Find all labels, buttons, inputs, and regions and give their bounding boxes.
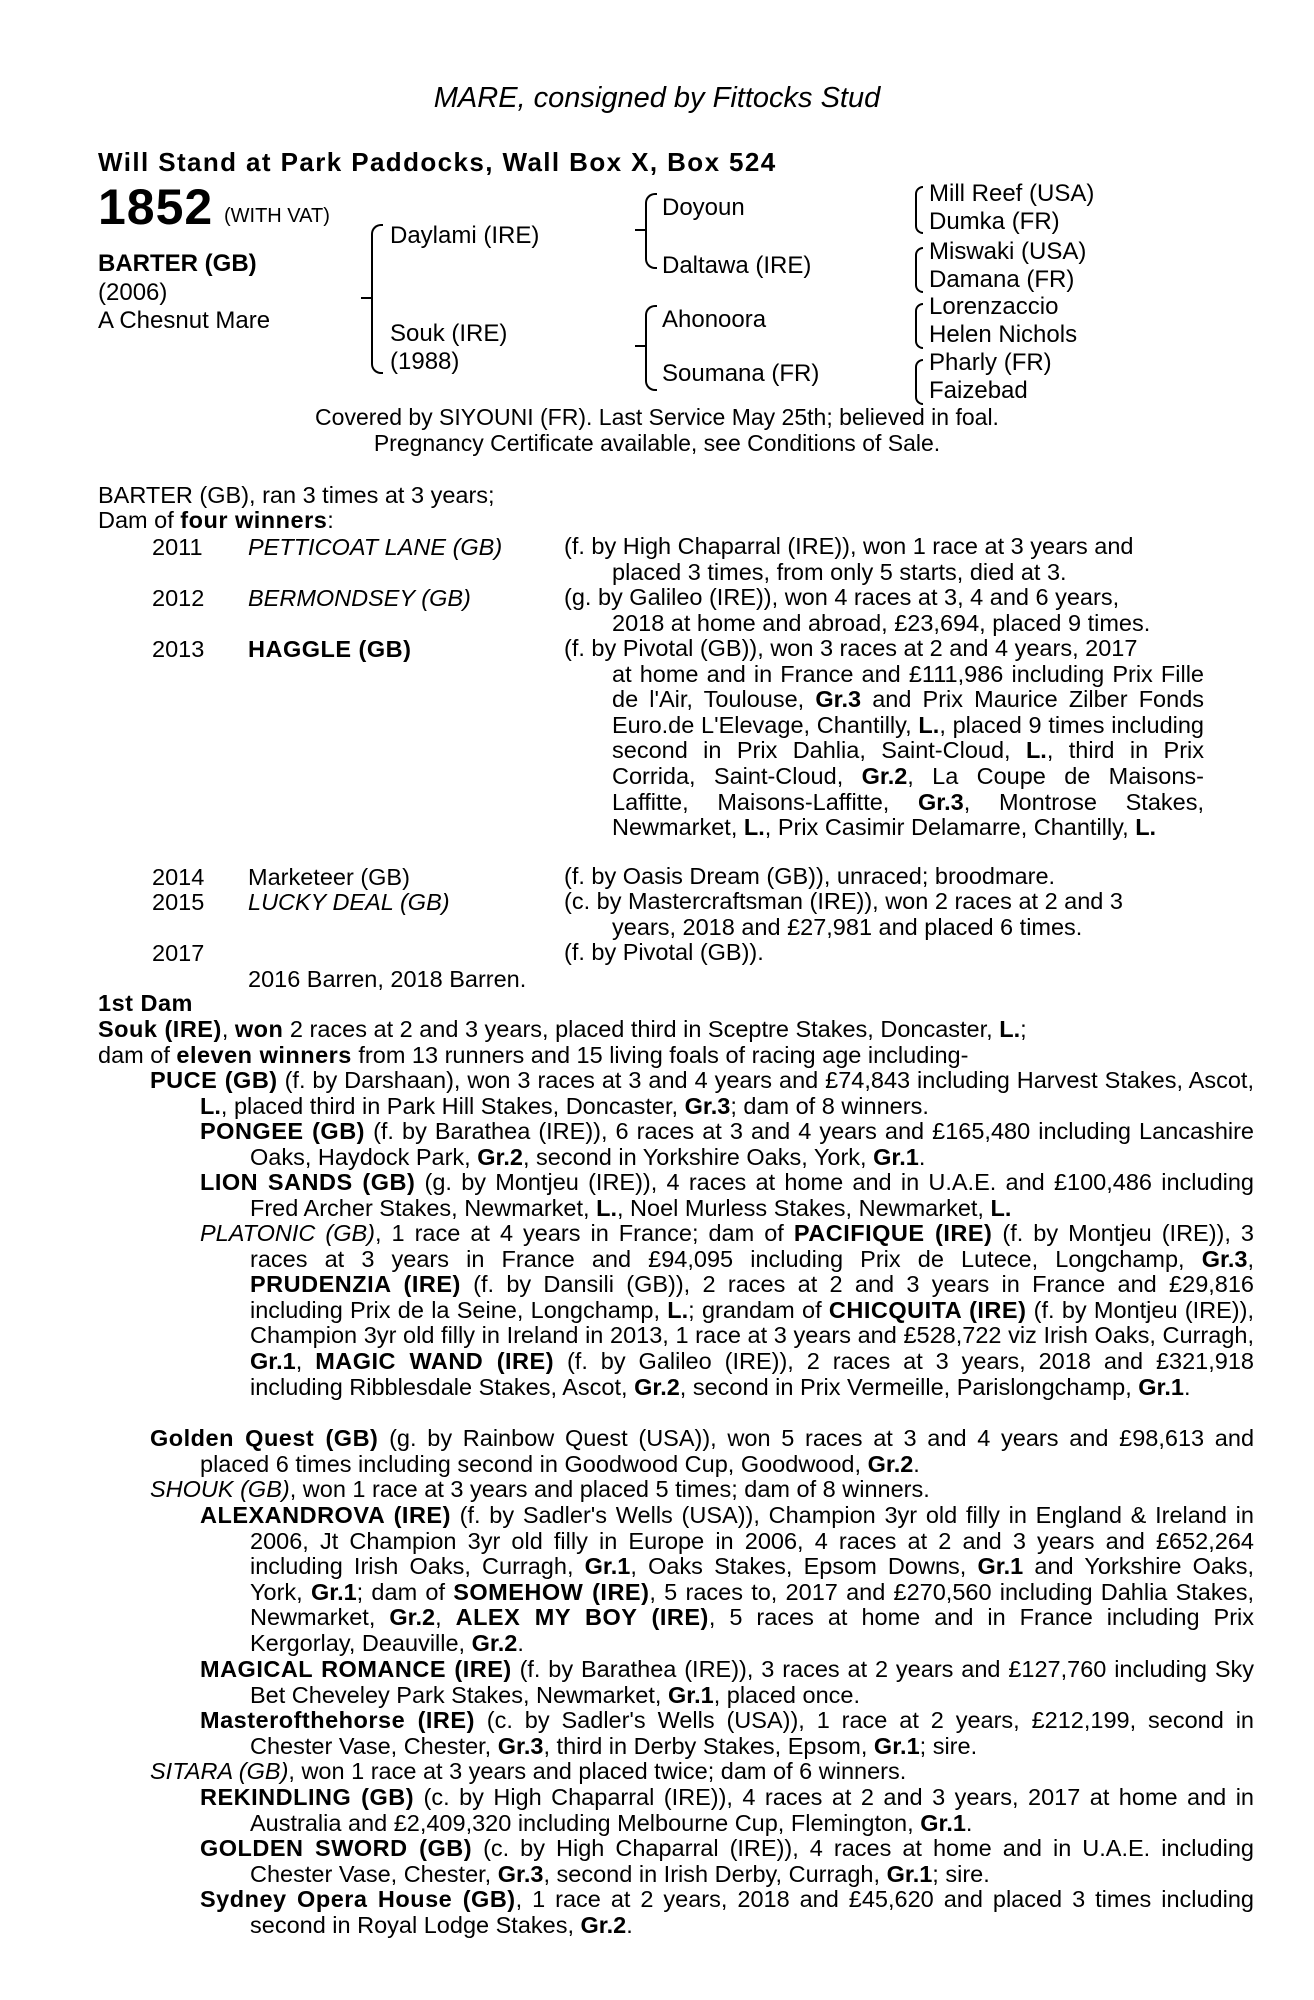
produce-pongee: PONGEE (GB) (f. by Barathea (IRE)), 6 races at 3 and 4 years and £165,480 including Lancashire Oaks, Haydock Park, Gr.2, second in Yorkshire Oaks, York, Gr.1. [200, 1118, 1255, 1170]
pedigree-brace-dam [645, 305, 657, 391]
produce-magical-romance: MAGICAL ROMANCE (IRE) (f. by Barathea (IRE)), 3 races at 2 years and £127,760 including Sky Bet Cheveley Park Stakes, Newmarket, Gr.1, placed once. [200, 1656, 1255, 1708]
produce-golden-sword: GOLDEN SWORD (GB) (c. by High Chaparral (IRE)), 4 races at home and in U.A.E. including Chester Vase, Chester, Gr.3, second in Irish Derby, Curragh, Gr.1; sire. [200, 1835, 1254, 1887]
horse-year: (2006) [98, 279, 168, 306]
produce-year: 2015 [152, 889, 205, 915]
pedigree-gg-7: Pharly (FR) [929, 349, 1052, 376]
pedigree-brace-g4 [915, 359, 923, 405]
produce-year: 2013 [152, 636, 205, 662]
produce-year: 2017 [152, 940, 205, 966]
produce-rekindling: REKINDLING (GB) (c. by High Chaparral (IRE)), 4 races at 2 and 3 years, 2017 at home and in Australia and £2,409,320 including Melbourne Cup, Flemington, Gr.1. [200, 1784, 1254, 1836]
pedigree-brace-tip [361, 297, 371, 299]
pedigree-brace-g3 [915, 303, 923, 349]
horse-name: BARTER (GB) [98, 250, 257, 277]
produce-details: (g. by Galileo (IRE)), won 4 races at 3, 4 and 6 years, 2018 at home and abroad, £23,694, placed 9 times. [564, 584, 1151, 636]
produce-details: (f. by Pivotal (GB)). [564, 939, 764, 965]
pedigree-gg-8: Faizebad [929, 377, 1028, 404]
pedigree-gg-2: Dumka (FR) [929, 208, 1060, 235]
pedigree-brace-g2 [915, 247, 923, 293]
produce-year: 2012 [152, 585, 205, 611]
produce-name: HAGGLE (GB) [248, 636, 412, 662]
pedigree-sire-sire: Doyoun [662, 194, 745, 221]
race-record: BARTER (GB), ran 3 times at 3 years; [98, 482, 495, 508]
pedigree-dam: Souk (IRE) [390, 320, 508, 347]
first-dam-heading: 1st Dam [98, 990, 193, 1016]
pregnancy-line: Pregnancy Certificate available, see Conditions of Sale. [373, 430, 941, 456]
pedigree-gg-4: Damana (FR) [929, 266, 1075, 293]
first-dam-record: Souk (IRE), won 2 races at 2 and 3 years, placed third in Sceptre Stakes, Doncaster, L.; [98, 1016, 1027, 1042]
pedigree-dam-sire: Ahonoora [662, 306, 767, 333]
produce-alexandrova: ALEXANDROVA (IRE) (f. by Sadler's Wells (USA)), Champion 3yr old filly in England & Ireland in 2006, Jt Champion 3yr old filly in Europe in 2006, 4 races at 2 and 3 years and £652,264 including Irish Oaks, Curragh, Gr.1, Oaks Stakes, Epsom Downs, Gr.1 and Yorkshire Oaks, York, Gr.1; dam of SOMEHOW (IRE), 5 races to, 2017 and £270,560 including Dahlia Stakes, Newmarket, Gr.2, ALEX MY BOY (IRE), 5 races at home and in France including Prix Kergorlay, Deauville, Gr.2. [200, 1502, 1254, 1656]
pedigree-gg-6: Helen Nichols [929, 321, 1078, 348]
produce-lion-sands: LION SANDS (GB) (g. by Montjeu (IRE)), 4 races at home and in U.A.E. and £100,486 including Fred Archer Stakes, Newmarket, L., Noel Murless Stakes, Newmarket, L. [200, 1169, 1254, 1221]
stand-location: Will Stand at Park Paddocks, Wall Box X, Box 524 [98, 147, 777, 177]
produce-sitara: SITARA (GB), won 1 race at 3 years and placed twice; dam of 6 winners. [150, 1758, 907, 1784]
produce-platonic: PLATONIC (GB), 1 race at 4 years in France; dam of PACIFIQUE (IRE) (f. by Montjeu (IRE)), 3 races at 3 years in France and £94,095 including Prix de Lutece, Longchamp, Gr.3, PRUDENZIA (IRE) (f. by Dansili (GB)), 2 races at 2 and 3 years in France and £29,816 including Prix de la Seine, Longchamp, L.; grandam of CHICQUITA (IRE) (f. by Montjeu (IRE)), Champion 3yr old filly in Ireland in 2013, 1 race at 3 years and £528,722 viz Irish Oaks, Curragh, Gr.1, MAGIC WAND (IRE) (f. by Galileo (IRE)), 2 races at 3 years, 2018 and £321,918 including Ribblesdale Stakes, Ascot, Gr.2, second in Prix Vermeille, Parislongchamp, Gr.1. [200, 1220, 1254, 1400]
produce-puce: PUCE (GB) (f. by Darshaan), won 3 races at 3 and 4 years and £74,843 including Harvest Stakes, Ascot, L., placed third in Park Hill Stakes, Doncaster, Gr.3; dam of 8 winners. [150, 1067, 1254, 1119]
pedigree-brace-gen1 [371, 224, 383, 374]
produce-name: BERMONDSEY (GB) [248, 585, 471, 611]
pedigree-dam-dam: Soumana (FR) [662, 360, 820, 387]
produce-details: (c. by Mastercraftsman (IRE)), won 2 races at 2 and 3 years, 2018 and £27,981 and placed 6 times. [564, 888, 1123, 940]
vat-note: (WITH VAT) [224, 205, 330, 227]
pedigree-brace-tip [635, 229, 645, 231]
produce-golden-quest: Golden Quest (GB) (g. by Rainbow Quest (USA)), won 5 races at 3 and 4 years and £98,613 and placed 6 times including second in Goodwood Cup, Goodwood, Gr.2. [150, 1425, 1255, 1477]
pedigree-gg-3: Miswaki (USA) [929, 238, 1087, 265]
pedigree-gg-5: Lorenzaccio [929, 293, 1059, 320]
barren-note: 2016 Barren, 2018 Barren. [248, 966, 527, 992]
produce-details: (f. by Oasis Dream (GB)), unraced; broodmare. [564, 863, 1056, 889]
pedigree-brace-g1 [915, 186, 923, 234]
pedigree-gg-1: Mill Reef (USA) [929, 180, 1095, 207]
lot-number: 1852 [98, 179, 214, 235]
produce-details: (f. by High Chaparral (IRE)), won 1 race at 3 years and placed 3 times, from only 5 starts, died at 3. [564, 533, 1134, 585]
produce-sydney-opera-house: Sydney Opera House (GB), 1 race at 2 years, 2018 and £45,620 and placed 3 times including second in Royal Lodge Stakes, Gr.2. [200, 1886, 1254, 1938]
pedigree-brace-sire [645, 193, 657, 269]
produce-details: (f. by Pivotal (GB)), won 3 races at 2 and 4 years, 2017 at home and in France and £111,986 including Prix Fille de l'Air, Toulouse, Gr.3 and Prix Maurice Zilber Fonds Euro.de L'Elevage, Chantilly, L., placed 9 times including second in Prix Dahlia, Saint-Cloud, L., third in Prix Corrida, Saint-Cloud, Gr.2, La Coupe de Maisons-Laffitte, Maisons-Laffitte, Gr.3, Montrose Stakes, Newmarket, L., Prix Casimir Delamarre, Chantilly, L. [564, 635, 1205, 841]
produce-shouk: SHOUK (GB), won 1 race at 3 years and placed 5 times; dam of 8 winners. [150, 1476, 930, 1502]
produce-year: 2011 [152, 534, 203, 560]
dam-of-line: Dam of four winners: [98, 507, 334, 533]
pedigree-sire-dam: Daltawa (IRE) [662, 252, 812, 279]
produce-name: PETTICOAT LANE (GB) [248, 534, 503, 560]
first-dam-produce-summary: dam of eleven winners from 13 runners and 15 living foals of racing age including- [98, 1042, 969, 1068]
produce-masterofthehorse: Masterofthehorse (IRE) (c. by Sadler's Wells (USA)), 1 race at 2 years, £212,199, second in Chester Vase, Chester, Gr.3, third in Derby Stakes, Epsom, Gr.1; sire. [200, 1707, 1254, 1759]
covered-line: Covered by SIYOUNI (FR). Last Service May 25th; believed in foal. [315, 404, 999, 430]
pedigree-dam-year: (1988) [390, 348, 460, 375]
produce-name: LUCKY DEAL (GB) [248, 889, 450, 915]
page-title: MARE, consigned by Fittocks Stud [433, 82, 881, 114]
pedigree-brace-tip [635, 345, 645, 347]
pedigree-sire: Daylami (IRE) [390, 222, 540, 249]
haggle-record: at home and in France and £111,986 including Prix Fille de l'Air, Toulouse, Gr.3 and Prix Maurice Zilber Fonds Euro.de L'Elevage, Chantilly, L., placed 9 times including second in Prix Dahlia, Saint-Cloud, L., third in Prix Corrida, Saint-Cloud, Gr.2, La Coupe de Maisons-Laffitte, Maisons-Laffitte, Gr.3, Montrose Stakes, Newmarket, L., Prix Casimir Delamarre, Chantilly, L. [612, 660, 1205, 841]
horse-description: A Chesnut Mare [98, 307, 271, 334]
produce-year: 2014 [152, 864, 205, 890]
produce-name: Marketeer (GB) [248, 864, 410, 890]
